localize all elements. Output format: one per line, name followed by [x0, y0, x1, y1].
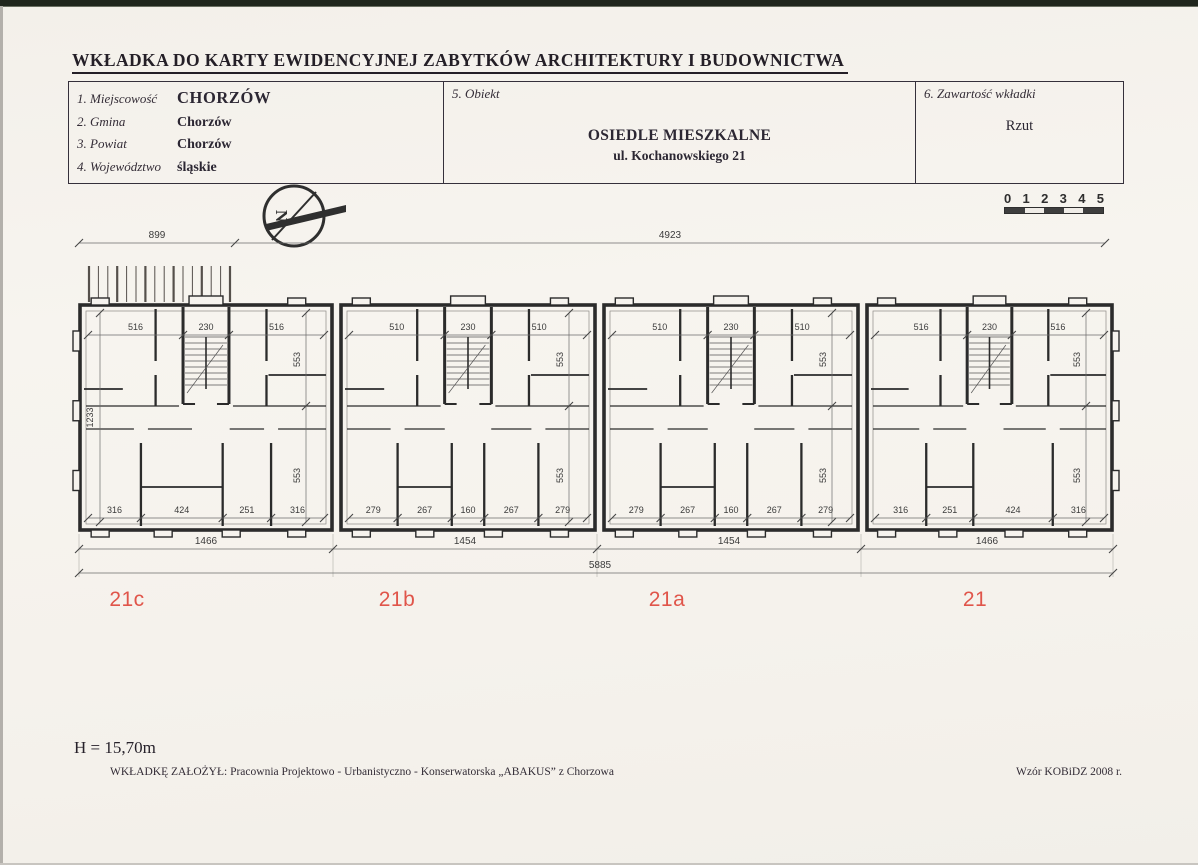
dim-section-height: 1233: [85, 407, 95, 428]
plan-root: [73, 230, 1119, 611]
dim-room: 516: [1050, 322, 1066, 332]
dim-depth: 553: [292, 351, 302, 368]
plan-section-21a: [604, 296, 858, 537]
field-label: 1. Miejscowość: [77, 91, 158, 106]
dim-top-right: 4923: [658, 230, 682, 241]
content-cell-label: 6. Zawartość wkładki: [924, 86, 1036, 101]
scale-tick-label: 2: [1041, 191, 1049, 206]
section-label-21b: 21b: [378, 588, 416, 611]
dim-depth: 553: [555, 467, 565, 484]
field-value: Chorzów: [177, 114, 232, 130]
document-title: WKŁADKA DO KARTY EWIDENCYJNEJ ZABYTKÓW ARCHITEKTURY I BUDOWNICTWA: [72, 50, 848, 74]
scale-tick-label: 5: [1096, 191, 1104, 206]
scale-tick-label: 4: [1078, 191, 1086, 206]
dim-stair: 230: [981, 322, 998, 332]
field-value: CHORZÓW: [177, 88, 272, 107]
dim-section-span: 1454: [453, 536, 477, 547]
dim-room: 267: [417, 505, 433, 515]
svg-text:N: N: [272, 209, 292, 223]
overall-top-dimensions: [75, 230, 1109, 247]
plan-section-21c: [73, 296, 332, 537]
footer-template-note: Wzór KOBiDZ 2008 r.: [1016, 766, 1123, 778]
building-height-note: H = 15,70m: [74, 738, 156, 757]
object-name: OSIEDLE MIESZKALNE: [587, 127, 772, 144]
scale-tick-label: 1: [1022, 191, 1030, 206]
dim-top-left: 899: [148, 230, 166, 241]
content-value: Rzut: [1005, 118, 1034, 134]
dim-room: 510: [531, 322, 547, 332]
field-label: 2. Gmina: [77, 113, 126, 129]
field-label: 4. Województwo: [77, 158, 162, 174]
dim-depth: 553: [292, 467, 302, 484]
dim-room: 516: [128, 322, 144, 332]
dim-room: 316: [893, 505, 909, 515]
section-identifiers: [109, 588, 987, 611]
scale-tick-label: 3: [1059, 191, 1067, 206]
field-value: śląskie: [177, 159, 217, 175]
dim-room: 160: [723, 505, 739, 515]
dim-room: 510: [389, 322, 405, 332]
dim-room: 251: [942, 505, 958, 515]
dim-room: 316: [290, 505, 306, 515]
dim-room: 267: [503, 505, 519, 515]
section-label-21c: 21c: [109, 588, 145, 611]
dim-room: 267: [766, 505, 782, 515]
dim-section-span: 1454: [717, 536, 741, 547]
dim-room: 279: [818, 505, 834, 515]
dim-room: 316: [106, 505, 122, 515]
section-label-21a: 21a: [648, 588, 686, 611]
dim-room: 516: [268, 322, 284, 332]
object-address: ul. Kochanowskiego 21: [613, 147, 746, 163]
dim-room: 160: [460, 505, 476, 515]
dim-stair: 230: [723, 322, 739, 332]
dim-stair: 230: [198, 322, 214, 332]
dim-room: 316: [1070, 505, 1086, 515]
dim-total-length: 5885: [588, 560, 612, 571]
dim-room: 279: [555, 505, 571, 515]
dim-room: 279: [365, 505, 381, 515]
dim-section-span: 1466: [975, 536, 999, 547]
dim-room: 279: [628, 505, 644, 515]
object-cell-label: 5. Obiekt: [452, 86, 500, 101]
field-value: Chorzów: [177, 137, 232, 153]
overall-bottom-dimensions: [75, 534, 1117, 577]
section-label-21: 21: [962, 588, 988, 611]
plan-section-21: [867, 296, 1119, 537]
dim-depth: 553: [1072, 351, 1082, 368]
dim-depth: 553: [818, 351, 828, 368]
dim-room: 516: [913, 322, 929, 332]
dim-depth: 553: [818, 467, 828, 484]
plan-section-21b: [341, 296, 595, 537]
dim-room: 424: [174, 505, 190, 515]
footer-author-note: WKŁADKĘ ZAŁOŻYŁ: Pracownia Projektowo - Urbanistyczno - Konserwatorska „ABAKUS” z Chorzowa: [110, 766, 614, 778]
dim-room: 267: [680, 505, 696, 515]
dim-room: 424: [1005, 505, 1021, 515]
dim-depth: 553: [1072, 467, 1082, 484]
scale-tick-label: 0: [1004, 191, 1012, 206]
dim-depth: 553: [555, 351, 565, 368]
dim-room: 510: [794, 322, 810, 332]
dim-stair: 230: [460, 322, 476, 332]
dim-room: 251: [239, 505, 255, 515]
field-label: 3. Powiat: [77, 136, 127, 152]
dim-room: 510: [652, 322, 668, 332]
dim-section-span: 1466: [194, 536, 218, 547]
